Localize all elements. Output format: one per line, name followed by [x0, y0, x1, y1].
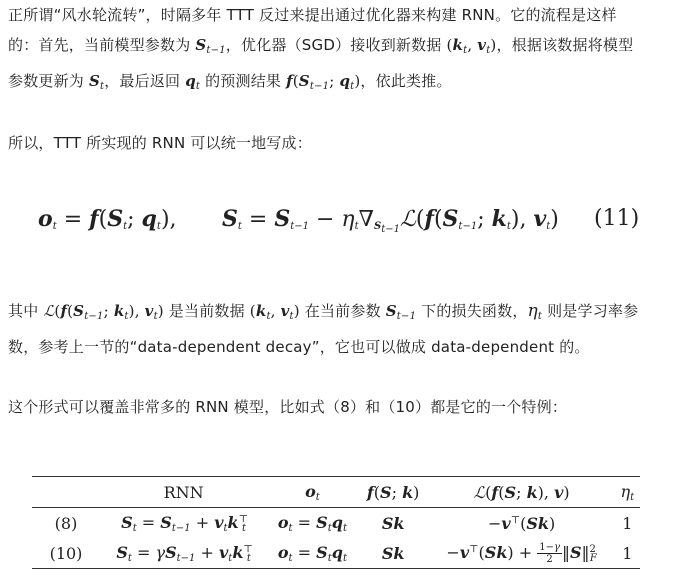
row-ot: $o_t = S_tq_t$	[267, 538, 357, 569]
row-id: (10)	[32, 538, 100, 569]
para3-line1: 其中 $ℒ(f(S_{t-1}$; $k_t$), $v_t$) 是当前数据 ($k_t$, $v_t$) 在当前参数 $S_{t-1}$ 下的损失函数，$\eta_t$ 则是学习率参	[8, 301, 639, 322]
equation-output-part: $o_t = f(S_t$; $q_t$),	[38, 206, 177, 232]
row-ot: $o_t = S_tq_t$	[277, 512, 347, 534]
rnn-comparison-table	[32, 476, 640, 569]
para1-line3: 参数更新为 $S_t$，最后返回 $q_t$ 的预测结果 $f(S_{t-1}$; $q_t$)，依此类推。	[8, 72, 452, 92]
para3-line2: 数，参考上一节的“data-dependent decay”，它也可以做成 data-dependent 的。	[8, 338, 590, 356]
paragraph-explanation	[8, 296, 668, 362]
table-row	[32, 538, 640, 569]
table-row	[32, 508, 640, 539]
header-f: f(S; k)	[358, 477, 429, 508]
row-id: (8)	[54, 513, 78, 533]
row-eta: 1	[622, 513, 633, 533]
equation-number: (11)	[594, 206, 640, 231]
paragraph-intro	[8, 0, 668, 102]
row-eta: 1	[615, 538, 640, 569]
header-ot: $o_t$	[267, 477, 357, 508]
header-rnn: RNN	[100, 477, 267, 508]
header-eta: $\eta_t$	[615, 477, 640, 508]
equation-update-part: $S_t = S_{t-1}$ − $\eta_t\nabla_{S_{t-1}}ℒ(f(S_{t-1}$; $k_t$), $v_t$)	[222, 206, 559, 235]
row-loss: −v⊤(Sk) + $\frac{1-\gamma}{2}$ ‖S‖$^2_F$	[429, 538, 615, 569]
row-f: Sk	[381, 513, 405, 533]
row-rnn: $S_t = S_{t-1} + v_tk^⊤_t$	[121, 512, 249, 534]
row-rnn: $S_t = \gamma S_{t-1} + v_tk^⊤_t$	[100, 538, 267, 569]
row-loss: −v⊤(Sk)	[488, 513, 556, 533]
paragraph-special-cases: 这个形式可以覆盖非常多的 RNN 模型，比如式（8）和（10）都是它的一个特例：	[8, 398, 568, 416]
para1-line1: 正所谓“风水轮流转”，时隔多年 TTT 反过来提出通过优化器来构建 RNN。它的流程是这样	[8, 6, 617, 24]
row-f: Sk	[358, 538, 429, 569]
para1-line2: 的：首先，当前模型参数为 $S_{t-1}$，优化器（SGD）接收到新数据 ($k_t$, $v_t$)，根据该数据将模型	[8, 36, 634, 56]
header-loss: ℒ(f(S; k), v)	[429, 477, 615, 508]
table-header-row	[32, 477, 640, 508]
paragraph-summary: 所以，TTT 所实现的 RNN 可以统一地写成：	[8, 134, 312, 152]
equation-11	[0, 200, 675, 244]
